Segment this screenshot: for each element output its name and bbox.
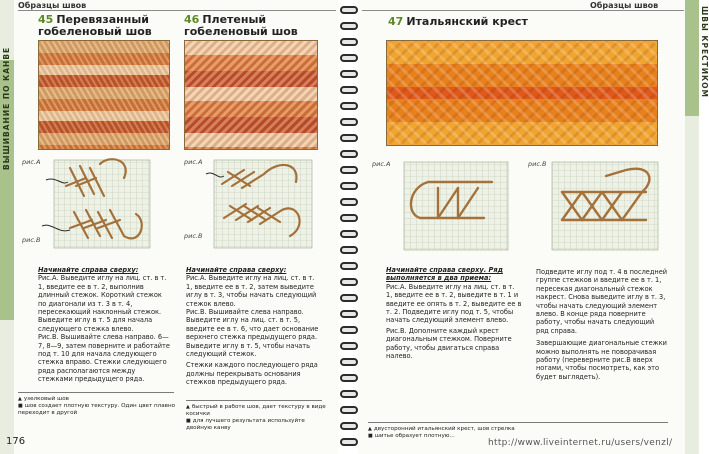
stitch-47-text-b: Рис.В. Дополните каждый крест диагональным стежком. Поверните работу, чтобы двигаться справа налево. xyxy=(386,326,512,361)
left-side-label: ВЫШИВАНИЕ ПО КАНВЕ xyxy=(2,46,11,170)
stitch-45-text-a: Рис.А. Выведите иглу на лиц. ст. в т. 1, введите ее в т. 2, выполнив длинный стежок. Короткий стежок по диагонали из т. 3 в т. 4, пересекающий наклонный стежок. Выведите иглу в т. 5 для начала следующего стежка влево. xyxy=(38,274,167,333)
stitch-46-title-line2: гобеленовый шов xyxy=(184,25,298,38)
stitch-45-text xyxy=(38,266,170,384)
stitch-47-fig-b-label: рис.В xyxy=(528,160,547,168)
stitch-46-note-1: быстрый в работе шов, дает текстуру в виде косички xyxy=(186,404,326,417)
bullet-triangle-icon: ▲ xyxy=(186,404,190,410)
spiral-ring xyxy=(340,166,358,174)
stitch-46-number: 46 xyxy=(184,13,200,26)
stitch-45-title-line2: гобеленовый шов xyxy=(38,25,152,38)
spiral-ring xyxy=(340,438,358,446)
stitch-46-note-2: для лучшего результата используйте двойную канву xyxy=(186,418,305,431)
stitch-47-note-1: двусторонний итальянский крест, шов стрелка xyxy=(373,426,515,432)
right-side-strip xyxy=(685,0,709,454)
right-header-title: Образцы швов xyxy=(590,1,659,10)
stitch-45-note-2: шов создает плотную текстуру. Один цвет плавно переходит в другой xyxy=(18,403,176,416)
spiral-ring xyxy=(340,246,358,254)
stitch-46-note-divider xyxy=(186,400,322,401)
spiral-ring xyxy=(340,310,358,318)
watermark-url: http://www.liveinternet.ru/users/venzl/ xyxy=(488,438,673,448)
stitch-45-fig-a-label: рис.А xyxy=(22,158,41,166)
stitch-47-text-d: Завершающие диагональные стежки можно выполнять не поворачивая работу (переверните рис.В вверх ногами, чтобы посмотреть, как это будет выглядеть). xyxy=(536,339,667,381)
spiral-ring xyxy=(340,294,358,302)
spiral-binding xyxy=(338,0,360,454)
stitch-46-text-b: Рис.В. Вышивайте слева направо. Выведите иглу на лиц. ст. в т. 5, введите ее в т. 6, что дает основание верхнего стежка предыдущего ряда. Выведите иглу в т. 5, чтобы начать следующий стежок. xyxy=(186,308,319,359)
left-page-number: 176 xyxy=(6,436,26,447)
spiral-ring xyxy=(340,6,358,14)
stitch-46-text xyxy=(186,266,322,387)
stitch-47-fig-a-label: рис.А xyxy=(372,160,391,168)
spiral-ring xyxy=(340,262,358,270)
stitch-46-photo xyxy=(184,40,318,150)
spiral-ring xyxy=(340,278,358,286)
spiral-ring xyxy=(340,54,358,62)
stitch-45-text-b: Рис.В. Вышивайте слева направо. 6—7, 8—9, затем поверните и работайте под т. 10 для начала следующего стежка вправо. Стежки следующего ряда располагаются между стежками предыдущего ряда. xyxy=(38,333,170,384)
spiral-ring xyxy=(340,86,358,94)
stitch-45-note-divider xyxy=(18,392,174,393)
stitch-47-note-2: шитье образует плотную... xyxy=(374,433,455,439)
bullet-square-icon: ■ xyxy=(186,418,191,424)
stitch-46-text-a: Рис.А. Выведите иглу на лиц. ст. в т. 1, введите ее в т. 2, затем выведите иглу в т. 3, чтобы начать следующий стежок влево. xyxy=(186,274,317,308)
stitch-45-title xyxy=(38,14,152,38)
stitch-46-fig-b-label: рис.В xyxy=(184,232,203,240)
stitch-47-number: 47 xyxy=(388,15,404,28)
left-side-strip xyxy=(0,0,14,454)
spiral-ring xyxy=(340,422,358,430)
right-header-line xyxy=(362,10,684,11)
stitch-46-title-line1: Плетеный xyxy=(202,13,267,26)
stitch-46-title xyxy=(184,14,298,38)
stitch-47-title-text: Итальянский крест xyxy=(406,15,528,28)
stitch-45-fig-b-label: рис.В xyxy=(22,236,41,244)
spiral-ring xyxy=(340,134,358,142)
spiral-ring xyxy=(340,70,358,78)
stitch-47-text-c: Подведите иглу под т. 4 в последней группе стежков и введите ее в т. 1, пересекая диагональный стежок накрест. Снова выведите иглу в т. 3, чтобы начать следующий элемент влево. В конце ряда поверните работу, чтобы начать следующий ряд справа. xyxy=(536,268,668,335)
right-side-band xyxy=(685,0,699,116)
stitch-45-text-lead: Начинайте справа сверху: xyxy=(38,266,139,274)
spiral-ring xyxy=(340,326,358,334)
stitch-47-text-right xyxy=(536,268,668,381)
spiral-ring xyxy=(340,214,358,222)
left-header-line xyxy=(18,10,336,11)
stitch-47-note-divider xyxy=(368,422,668,423)
spiral-ring xyxy=(340,198,358,206)
stitch-47-text-a: Рис.А. Выведите иглу на лиц. ст. в т. 1, введите ее в т. 2, выведите в т. 1 и введите ее опять в т. 2, выведите ее в т. 2. Подведите иглу под т. 5, чтобы начать следующий элемент влево. xyxy=(386,282,522,325)
spiral-ring xyxy=(340,358,358,366)
stitch-46-diagram xyxy=(204,156,320,256)
spiral-ring xyxy=(340,38,358,46)
left-header-title: Образцы швов xyxy=(18,1,87,10)
stitch-46-text-c: Стежки каждого последующего ряда должны перекрывать основания стежков предыдущего ряда. xyxy=(186,361,318,387)
right-side-label: ШВЫ КРЕСТИКОМ xyxy=(700,6,709,98)
stitch-45-diagram xyxy=(40,156,158,256)
spiral-ring xyxy=(340,342,358,350)
bullet-square-icon: ■ xyxy=(368,433,373,439)
stitch-45-photo xyxy=(38,40,170,150)
spiral-ring xyxy=(340,182,358,190)
stitch-47-text-lead: Начинайте справа сверху. Ряд выполняется в два приема: xyxy=(386,266,503,283)
spiral-ring xyxy=(340,406,358,414)
spiral-ring xyxy=(340,230,358,238)
bullet-square-icon: ■ xyxy=(18,403,23,409)
stitch-45-number: 45 xyxy=(38,13,54,26)
stitch-46-fig-a-label: рис.А xyxy=(184,158,203,166)
stitch-45-note-1: узелковый шов xyxy=(23,396,69,402)
spiral-ring xyxy=(340,118,358,126)
spiral-ring xyxy=(340,374,358,382)
spiral-ring xyxy=(340,150,358,158)
stitch-46-notes xyxy=(186,404,326,432)
left-page xyxy=(0,0,340,454)
bullet-triangle-icon: ▲ xyxy=(368,426,372,432)
stitch-47-photo xyxy=(386,40,658,146)
bullet-triangle-icon: ▲ xyxy=(18,396,22,402)
stitch-47-diagram-a xyxy=(398,158,514,254)
stitch-47-diagram-b xyxy=(546,158,664,254)
stitch-46-text-lead: Начинайте справа сверху: xyxy=(186,266,287,274)
spiral-ring xyxy=(340,390,358,398)
spiral-ring xyxy=(340,102,358,110)
stitch-45-notes xyxy=(18,396,176,417)
stitch-47-text-left xyxy=(386,266,522,360)
spiral-ring xyxy=(340,22,358,30)
stitch-47-title xyxy=(388,16,528,28)
stitch-45-title-line1: Перевязанный xyxy=(56,13,150,26)
